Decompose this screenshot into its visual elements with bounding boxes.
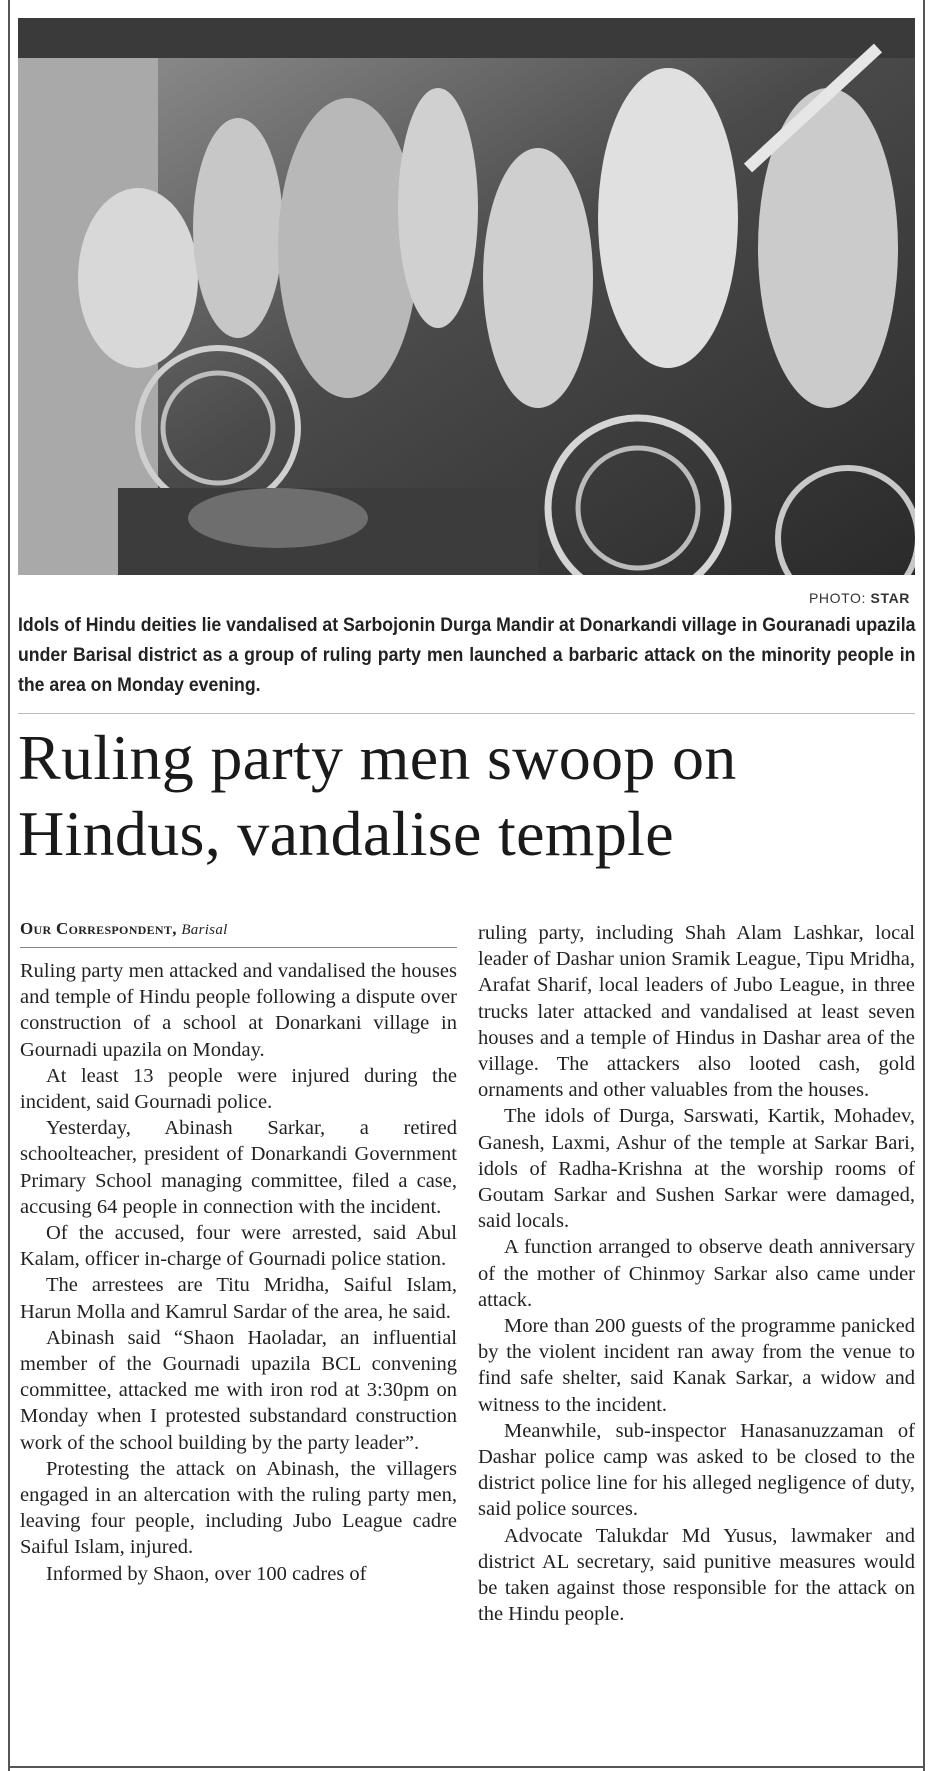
- page-border-right: [923, 0, 925, 1771]
- byline-author: Our Correspondent,: [20, 919, 177, 938]
- photo-credit-source: STAR: [870, 590, 910, 606]
- byline-location: Barisal: [181, 922, 228, 938]
- photo-caption: Idols of Hindu deities lie vandalised at Sarbojonin Durga Mandir at Donarkandi village in Gouranadi upazila under Barisal district as a group of ruling party men launched a barbaric attack on the minority people in the area on Monday evening.: [18, 615, 916, 696]
- news-photo: [18, 18, 915, 575]
- paragraph: The idols of Durga, Sarswati, Kartik, Mohadev, Ganesh, Laxmi, Ashur of the temple at Sarkar Bari, idols of Radha-Krishna at the worship rooms of Goutam Sarkar and Sushen Sarkar were damaged, said locals.: [478, 1105, 915, 1233]
- paragraph: Informed by Shaon, over 100 cadres of: [46, 1562, 367, 1585]
- paragraph: More than 200 guests of the programme panicked by the violent incident ran away from the venue to find safe shelter, said Kanak Sarkar, a widow and witness to the incident.: [478, 1315, 915, 1416]
- paragraph: Meanwhile, sub-inspector Hanasanuzzaman of Dashar police camp was asked to be closed to the district police line for his alleged negligence of duty, said police sources.: [478, 1419, 915, 1521]
- paragraph: Protesting the attack on Abinash, the villagers engaged in an altercation with the ruling party men, leaving four people, including Jubo League cadre Saiful Islam, injured.: [20, 1457, 457, 1559]
- photo-credit: PHOTO: STAR: [808, 590, 910, 606]
- paragraph: The arrestees are Titu Mridha, Saiful Islam, Harun Molla and Kamrul Sardar of the area, he said.: [20, 1274, 457, 1323]
- article-column-left: [20, 918, 457, 1587]
- paragraph: Yesterday, Abinash Sarkar, a retired schoolteacher, president of Donarkandi Government Primary School managing committee, filed a case, accusing 64 people in connection with the incident.: [20, 1117, 457, 1218]
- paragraph: Abinash said “Shaon Haoladar, an influential member of the Gournadi upazila BCL convening committee, attacked me with iron rod at 3:30pm on Monday when I protested substandard construction work of the school building by the party leader”.: [20, 1326, 457, 1454]
- headline: Ruling party men swoop on Hindus, vandalise temple: [18, 722, 737, 869]
- paragraph: ruling party, including Shah Alam Lashkar, local leader of Dashar union Sramik League, Tipu Mridha, Arafat Sharif, local leaders of Jubo League, in three trucks later attacked and vandalised at least seven houses and a temple of Hindus in Dashar area of the village. The attackers also looted cash, gold ornaments and other valuables from the houses.: [478, 922, 915, 1102]
- paragraph: Ruling party men attacked and vandalised the houses and temple of Hindu people following a dispute over construction of a school at Donarkani village in Gournadi upazila on Monday.: [20, 960, 457, 1061]
- paragraph: A function arranged to observe death anniversary of the mother of Chinmoy Sarkar also came under attack.: [478, 1236, 915, 1311]
- article-column-right: [478, 920, 915, 1627]
- vandalised-idols-image: [18, 18, 915, 575]
- byline: [20, 918, 457, 948]
- page-border-left: [8, 0, 10, 1771]
- caption-divider: [18, 713, 915, 714]
- page-border-bottom: [8, 1766, 925, 1768]
- paragraph: Advocate Talukdar Md Yusus, lawmaker and district AL secretary, said punitive measures would be taken against those responsible for the attack on the Hindu people.: [478, 1524, 915, 1626]
- paragraph: Of the accused, four were arrested, said Abul Kalam, officer in-charge of Gournadi police station.: [20, 1222, 457, 1271]
- paragraph: At least 13 people were injured during the incident, said Gournadi police.: [20, 1064, 457, 1114]
